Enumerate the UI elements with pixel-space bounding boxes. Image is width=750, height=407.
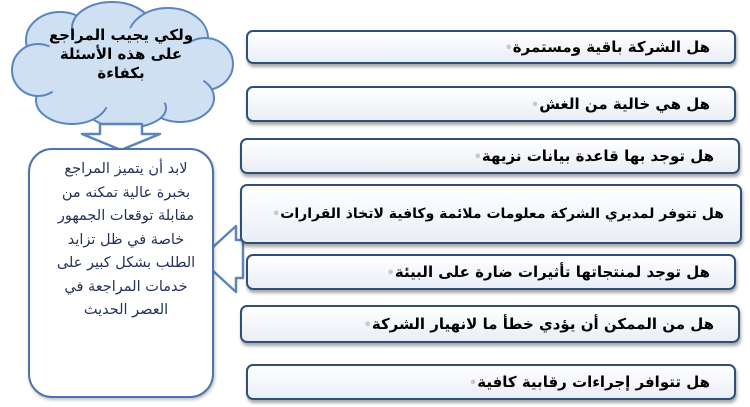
question-text-6: هل من الممكن أن يؤدي خطأ ما لانهيار الشركة• — [363, 315, 714, 333]
bullet-icon: • — [468, 376, 478, 391]
bullet-icon: • — [530, 98, 540, 113]
question-box-7 — [246, 364, 736, 400]
question-text-3: هل توجد بها قاعدة بيانات نزيهة• — [473, 147, 714, 165]
question-box-6 — [240, 305, 740, 343]
bullet-icon: • — [271, 207, 281, 222]
bullet-icon: • — [473, 150, 482, 165]
down-arrow — [82, 124, 160, 150]
auditor-expertise-box — [28, 148, 214, 398]
question-text-7: هل تتوافر إجراءات رقابية كافية• — [468, 373, 710, 391]
question-text-2: هل هي خالية من الغش• — [530, 95, 710, 113]
question-box-2 — [246, 86, 736, 122]
cloud-text: ولكي يجيب المراجع على هذه الأسئلة بكفاءة — [48, 26, 194, 82]
bullet-icon: • — [363, 318, 372, 333]
question-text-5: هل توجد لمنتجاتها تأثيرات ضارة على البيئة• — [386, 263, 710, 281]
bullet-icon: • — [504, 41, 513, 56]
auditor-expertise-text: لابد أن يتميز المراجع بخبرة عالية تمكنه من مقابلة توقعات الجمهور خاصة في ظل تزايد الطلب بشكل كبير على خدمات المراجعة في العصر الحديث — [56, 161, 196, 318]
question-box-4 — [240, 184, 742, 244]
question-box-3 — [240, 138, 740, 174]
question-text-1: هل الشركة باقية ومستمرة• — [504, 38, 710, 56]
question-text-4: هل تتوفر لمديري الشركة معلومات ملائمة وكافية لاتخاذ القرارات• — [271, 206, 724, 222]
question-box-5 — [246, 254, 736, 290]
question-box-1 — [246, 30, 736, 64]
bullet-icon: • — [386, 266, 395, 281]
